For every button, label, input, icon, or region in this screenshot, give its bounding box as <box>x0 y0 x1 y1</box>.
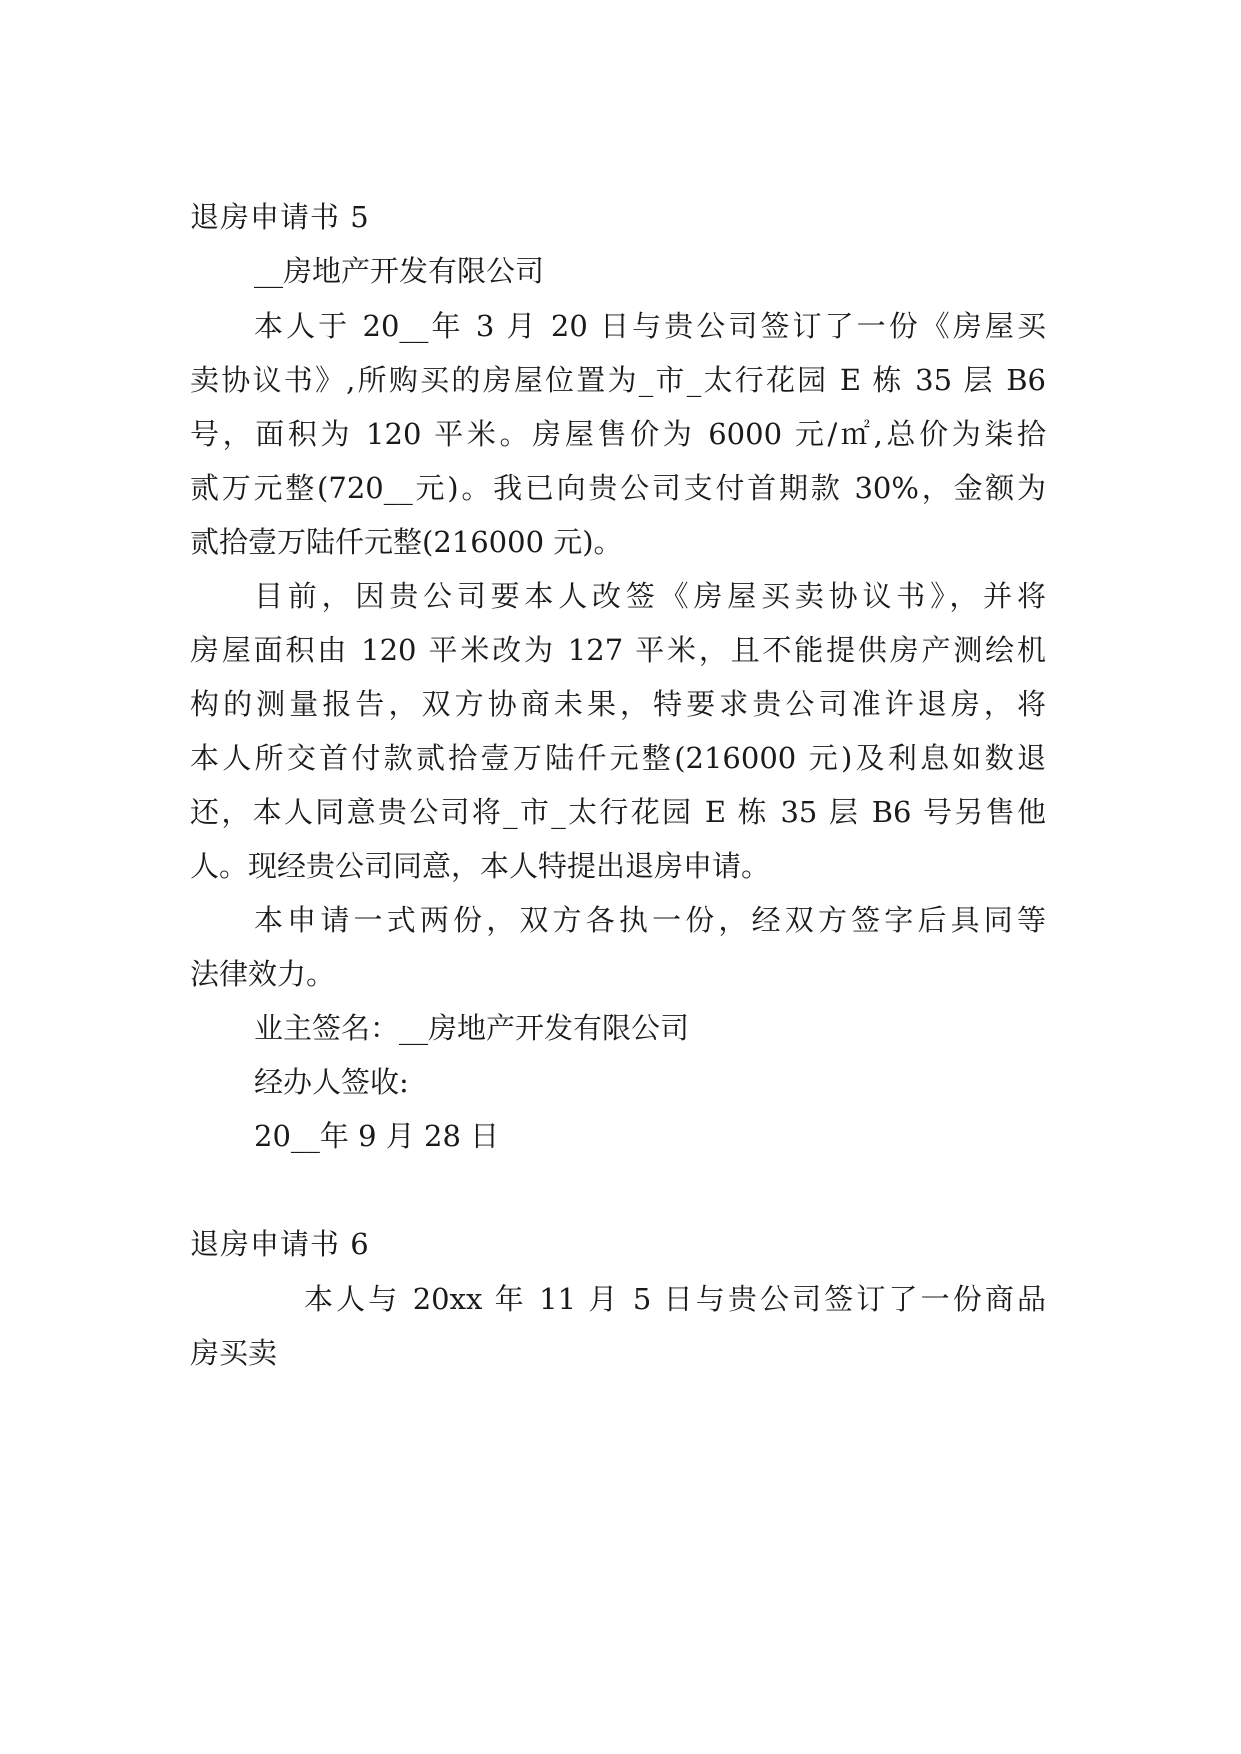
para1-line-2: 卖协议书》,所购买的房屋位置为_市_太行花园 E 栋 35 层 B6 <box>190 363 1046 397</box>
para2-line-1: 目前，因贵公司要本人改签《房屋买卖协议书》，并将 <box>254 579 1046 613</box>
addressee: __房地产开发有限公司 <box>254 254 545 288</box>
para2-line-5: 还，本人同意贵公司将_市_太行花园 E 栋 35 层 B6 号另售他 <box>190 795 1046 829</box>
para2-line-2: 房屋面积由 120 平米改为 127 平米，且不能提供房产测绘机 <box>190 633 1046 667</box>
section-6-title: 退房申请书 6 <box>190 1227 370 1261</box>
para3-line-2: 法律效力。 <box>190 957 336 991</box>
para1-line-1: 本人于 20__年 3 月 20 日与贵公司签订了一份《房屋买 <box>254 309 1046 343</box>
para1-line-3: 号，面积为 120 平米。房屋售价为 6000 元/㎡,总价为柒拾 <box>190 417 1046 451</box>
date: 20__年 9 月 28 日 <box>254 1119 500 1153</box>
para2-line-6: 人。现经贵公司同意，本人特提出退房申请。 <box>190 849 771 883</box>
section6-para1-line-1: 本人与 20xx 年 11 月 5 日与贵公司签订了一份商品 <box>304 1282 1046 1316</box>
para2-line-4: 本人所交首付款贰拾壹万陆仟元整(216000 元)及利息如数退 <box>190 741 1046 775</box>
section6-para1-line-2: 房买卖 <box>190 1336 278 1370</box>
para3-line-1: 本申请一式两份，双方各执一份，经双方签字后具同等 <box>254 903 1046 937</box>
para2-line-3: 构的测量报告，双方协商未果，特要求贵公司准许退房，将 <box>190 687 1046 721</box>
handler-receipt: 经办人签收: <box>254 1065 409 1099</box>
para1-line-5: 贰拾壹万陆仟元整(216000 元)。 <box>190 525 623 559</box>
para1-line-4: 贰万元整(720__元)。我已向贵公司支付首期款 30%，金额为 <box>190 471 1046 505</box>
section-5-title: 退房申请书 5 <box>190 200 370 234</box>
owner-signature: 业主签名：__房地产开发有限公司 <box>254 1011 690 1045</box>
